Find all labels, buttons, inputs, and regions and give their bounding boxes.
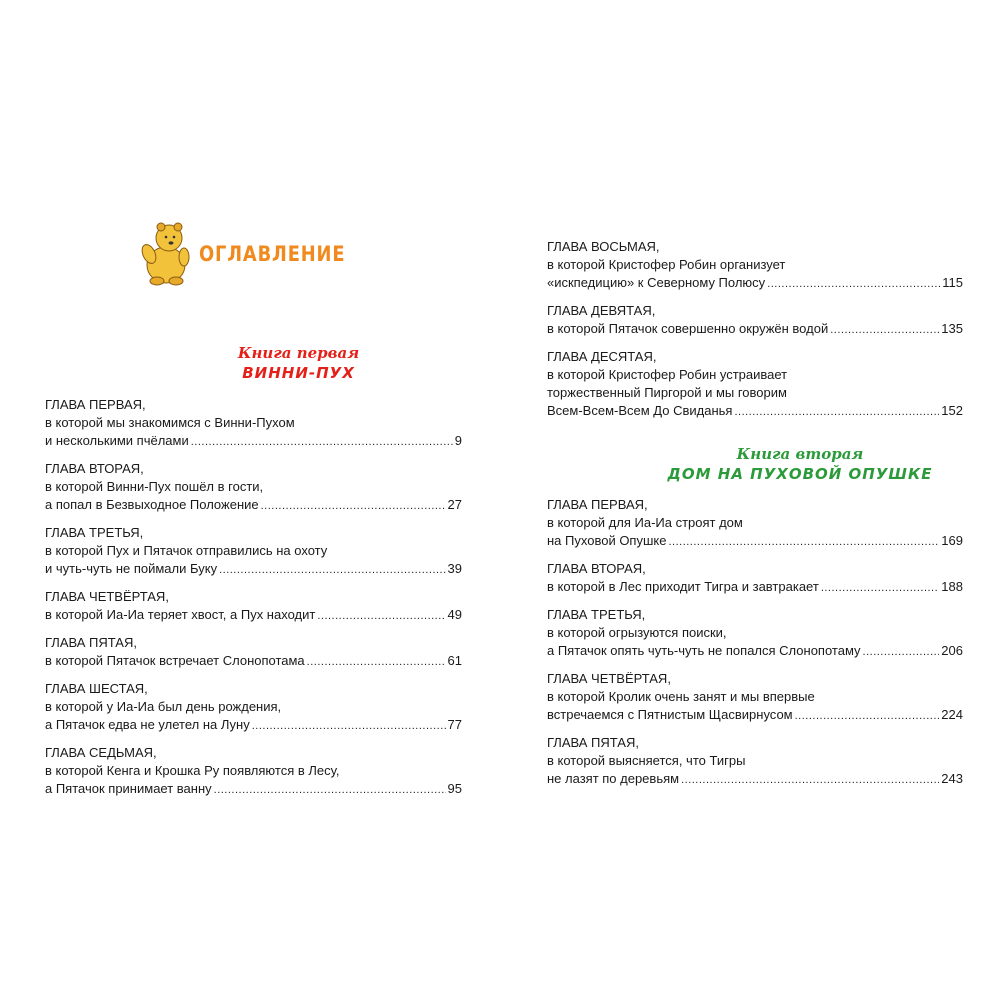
book1-chapter-list bbox=[45, 396, 462, 799]
toc-entry[interactable] bbox=[45, 744, 462, 799]
dot-leader bbox=[191, 433, 453, 451]
chapter-description: в которой мы знакомимся с Винни-Пухом bbox=[45, 415, 295, 430]
chapter-description: в которой у Иа-Иа был день рождения, bbox=[45, 699, 282, 714]
chapter-title: ГЛАВА ПЕРВАЯ, bbox=[45, 397, 146, 412]
toc-header bbox=[45, 222, 462, 292]
chapter-title: ГЛАВА ТРЕТЬЯ, bbox=[45, 525, 144, 540]
chapter-description: а Пятачок едва не улетел на Луну bbox=[45, 717, 250, 732]
winnie-the-pooh-illustration bbox=[137, 220, 195, 286]
page-number[interactable]: 243 bbox=[941, 771, 963, 786]
chapter-title: ГЛАВА ТРЕТЬЯ, bbox=[547, 607, 646, 622]
chapter-description: в которой Кенга и Крошка Ру появляются в Лесу, bbox=[45, 763, 340, 778]
book2-subtitle: Книга вторая bbox=[736, 445, 864, 463]
page-number[interactable]: 169 bbox=[941, 533, 963, 548]
chapter-last-line bbox=[45, 560, 462, 579]
chapter-title: ГЛАВА ДЕВЯТАЯ, bbox=[547, 303, 656, 318]
left-column bbox=[45, 222, 462, 808]
chapter-title: ГЛАВА ВТОРАЯ, bbox=[45, 461, 144, 476]
chapter-description: в которой Иа-Иа теряет хвост, а Пух находит bbox=[45, 607, 316, 622]
chapter-last-line bbox=[547, 532, 963, 551]
chapter-last-line bbox=[45, 780, 462, 799]
toc-entry[interactable] bbox=[45, 524, 462, 579]
page-number[interactable]: 188 bbox=[941, 579, 963, 594]
page-number[interactable]: 61 bbox=[447, 653, 462, 668]
toc-entry[interactable] bbox=[547, 670, 963, 725]
toc-entry[interactable] bbox=[45, 588, 462, 625]
chapter-description: и чуть-чуть не поймали Буку bbox=[45, 561, 218, 576]
chapter-title: ГЛАВА ШЕСТАЯ, bbox=[45, 681, 148, 696]
chapter-title: ГЛАВА ВОСЬМАЯ, bbox=[547, 239, 660, 254]
toc-entry[interactable] bbox=[547, 606, 963, 661]
chapter-description: в которой в Лес приходит Тигра и завтракает bbox=[547, 579, 819, 594]
chapter-description: в которой Винни-Пух пошёл в гости, bbox=[45, 479, 264, 494]
chapter-description: Всем-Всем-Всем До Свиданья bbox=[547, 403, 733, 418]
dot-leader bbox=[681, 771, 939, 789]
chapter-last-line bbox=[547, 274, 963, 293]
chapter-last-line bbox=[547, 402, 963, 421]
chapter-description: «искпедицию» к Северному Полюсу bbox=[547, 275, 766, 290]
chapter-description: а Пятачок принимает ванну bbox=[45, 781, 212, 796]
book1-subtitle: Книга первая bbox=[237, 344, 360, 362]
chapter-last-line bbox=[547, 706, 963, 725]
chapter-description: в которой Пятачок совершенно окружён водой bbox=[547, 321, 829, 336]
chapter-description: а Пятачок опять чуть-чуть не попался Слонопотаму bbox=[547, 643, 861, 658]
toc-entry[interactable] bbox=[45, 680, 462, 735]
right-column bbox=[547, 238, 963, 798]
chapter-description: в которой Кристофер Робин устраивает bbox=[547, 367, 788, 382]
chapter-description: в которой огрызуются поиски, bbox=[547, 625, 727, 640]
book2-heading bbox=[637, 444, 963, 484]
book1-continued-chapter-list bbox=[547, 238, 963, 421]
chapter-last-line bbox=[547, 320, 963, 339]
page-number[interactable]: 27 bbox=[447, 497, 462, 512]
dot-leader bbox=[795, 707, 940, 725]
page-number[interactable]: 77 bbox=[447, 717, 462, 732]
chapter-title: ГЛАВА ДЕСЯТАЯ, bbox=[547, 349, 657, 364]
chapter-description: в которой Пух и Пятачок отправились на охоту bbox=[45, 543, 328, 558]
dot-leader bbox=[261, 497, 446, 515]
page-number[interactable]: 135 bbox=[941, 321, 963, 336]
chapter-description: в которой Кролик очень занят и мы впервые bbox=[547, 689, 815, 704]
toc-entry[interactable] bbox=[45, 634, 462, 671]
page-number[interactable]: 9 bbox=[454, 433, 462, 448]
chapter-last-line bbox=[45, 606, 462, 625]
page-number[interactable]: 224 bbox=[941, 707, 963, 722]
dot-leader bbox=[317, 607, 445, 625]
chapter-title: ГЛАВА ПЯТАЯ, bbox=[45, 635, 137, 650]
chapter-title: ГЛАВА ПЯТАЯ, bbox=[547, 735, 639, 750]
toc-entry[interactable] bbox=[547, 560, 963, 597]
chapter-description: встречаемся с Пятнистым Щасвирнусом bbox=[547, 707, 793, 722]
toc-entry[interactable] bbox=[547, 496, 963, 551]
page-number[interactable]: 206 bbox=[941, 643, 963, 658]
book2-title: ДОМ НА ПУХОВОЙ ОПУШКЕ bbox=[667, 465, 933, 483]
chapter-last-line bbox=[547, 578, 963, 597]
chapter-last-line bbox=[45, 716, 462, 735]
chapter-description: в которой для Иа-Иа строят дом bbox=[547, 515, 743, 530]
chapter-last-line bbox=[45, 496, 462, 515]
chapter-title: ГЛАВА ПЕРВАЯ, bbox=[547, 497, 648, 512]
chapter-description: торжественный Пиргорой и мы говорим bbox=[547, 385, 787, 400]
page-number[interactable]: 115 bbox=[942, 275, 963, 290]
chapter-title: ГЛАВА ЧЕТВЁРТАЯ, bbox=[547, 671, 671, 686]
toc-entry[interactable] bbox=[547, 302, 963, 339]
dot-leader bbox=[219, 561, 445, 579]
dot-leader bbox=[307, 653, 446, 671]
toc-entry[interactable] bbox=[547, 734, 963, 789]
book1-heading bbox=[135, 343, 462, 383]
dot-leader bbox=[214, 781, 446, 799]
chapter-description: не лазят по деревьям bbox=[547, 771, 680, 786]
chapter-title: ГЛАВА ВТОРАЯ, bbox=[547, 561, 646, 576]
dot-leader bbox=[734, 403, 939, 421]
chapter-title: ГЛАВА ЧЕТВЁРТАЯ, bbox=[45, 589, 169, 604]
toc-entry[interactable] bbox=[547, 238, 963, 293]
dot-leader bbox=[767, 275, 940, 293]
dot-leader bbox=[830, 321, 939, 339]
chapter-last-line bbox=[45, 652, 462, 671]
chapter-description: на Пуховой Опушке bbox=[547, 533, 667, 548]
chapter-last-line bbox=[547, 642, 963, 661]
toc-title: ОГЛАВЛЕНИЕ bbox=[199, 242, 346, 266]
page-number[interactable]: 49 bbox=[447, 607, 462, 622]
chapter-last-line bbox=[547, 770, 963, 789]
toc-entry[interactable] bbox=[547, 348, 963, 421]
page-number[interactable]: 95 bbox=[447, 781, 462, 796]
toc-entry[interactable] bbox=[45, 460, 462, 515]
chapter-last-line bbox=[45, 432, 462, 451]
book2-chapter-list bbox=[547, 496, 963, 789]
chapter-description: в которой выясняется, что Тигры bbox=[547, 753, 746, 768]
chapter-description: в которой Пятачок встречает Слонопотама bbox=[45, 653, 305, 668]
dot-leader bbox=[668, 533, 939, 551]
chapter-description: а попал в Безвыходное Положение bbox=[45, 497, 259, 512]
toc-entry[interactable] bbox=[45, 396, 462, 451]
dot-leader bbox=[252, 717, 446, 735]
chapter-description: и несколькими пчёлами bbox=[45, 433, 189, 448]
page-number[interactable]: 39 bbox=[447, 561, 462, 576]
book1-title: ВИННИ-ПУХ bbox=[242, 364, 355, 382]
dot-leader bbox=[863, 643, 940, 661]
page-number[interactable]: 152 bbox=[941, 403, 963, 418]
chapter-title: ГЛАВА СЕДЬМАЯ, bbox=[45, 745, 157, 760]
chapter-description: в которой Кристофер Робин организует bbox=[547, 257, 786, 272]
dot-leader bbox=[821, 579, 939, 597]
